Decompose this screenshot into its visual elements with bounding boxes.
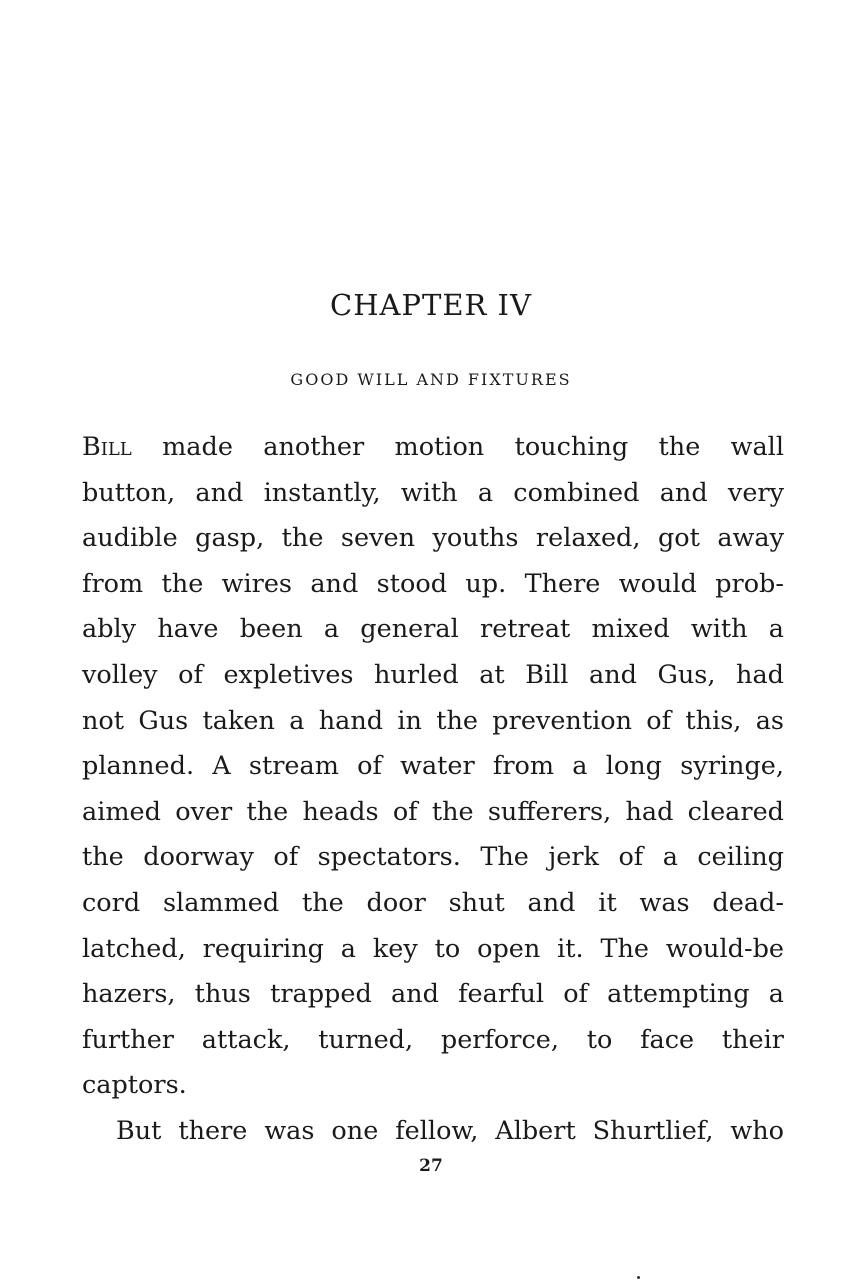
text-line: further attack, turned, perforce, to face their [82,1024,784,1055]
chapter-subtitle: GOOD WILL AND FIXTURES [290,370,572,389]
chapter-heading: CHAPTER IV [330,288,532,322]
text-line: button, and instantly, with a combined and very [82,477,784,508]
text-line: hazers, thus trapped and fearful of attempting a [82,979,784,1010]
text-line [82,425,784,471]
text-line: volley of expletives hurled at Bill and Gus, had [82,659,784,690]
text-line: captors. [82,1070,187,1101]
page-number: 27 [419,1156,443,1176]
text-line: aimed over the heads of the sufferers, had cleared [82,796,784,827]
text-line: ably have been a general retreat mixed with a [82,614,784,645]
body-text [82,425,784,1155]
text-line: But there was one fellow, Albert Shurtlief, who [116,1115,784,1146]
text-line: from the wires and stood up. There would prob- [82,568,784,599]
text-line: the doorway of spectators. The jerk of a ceiling [82,842,784,873]
lead-word: Bill [82,432,132,462]
text-line: audible gasp, the seven youths relaxed, got away [82,523,784,554]
text-line: planned. A stream of water from a long syringe, [82,751,784,782]
text-line: latched, requiring a key to open it. The would-be [82,933,784,964]
scan-speck [637,1276,640,1279]
text-line-content: made another motion touching the wall [131,432,784,462]
text-line: not Gus taken a hand in the prevention of this, as [82,705,784,736]
text-line: cord slammed the door shut and it was dead- [82,887,784,918]
